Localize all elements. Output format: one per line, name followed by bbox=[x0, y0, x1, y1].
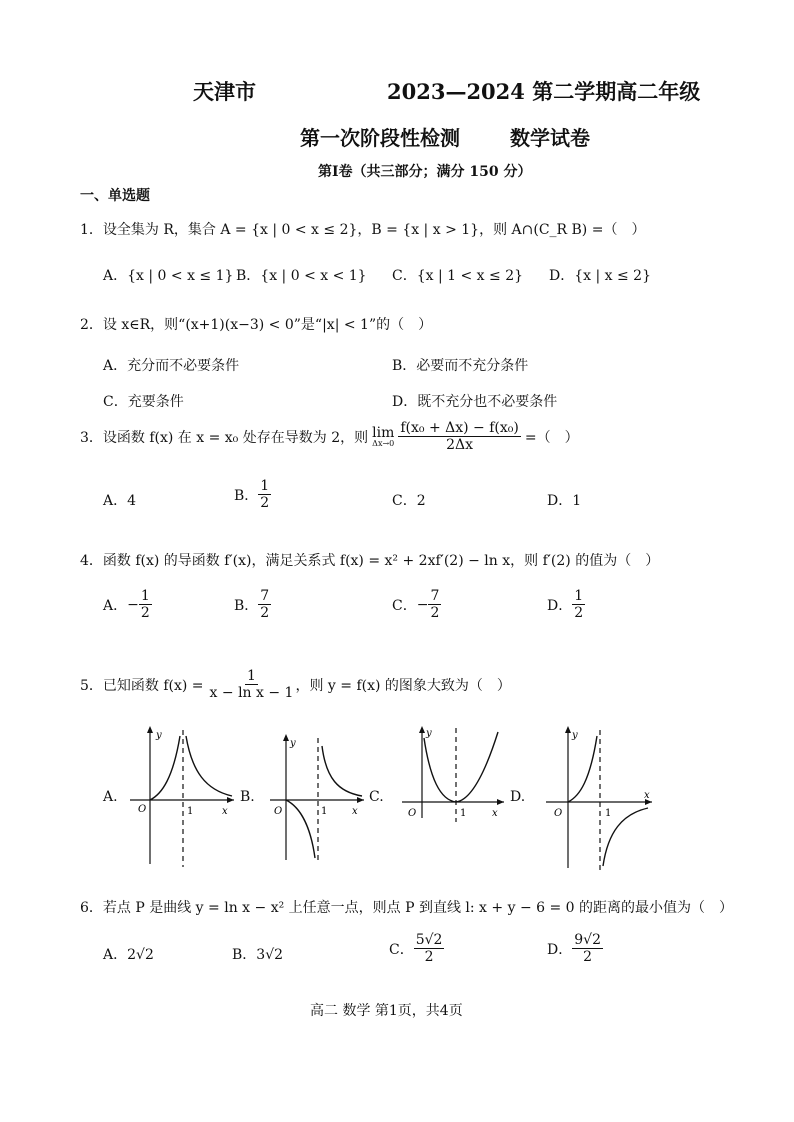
q5-graph-c bbox=[400, 722, 508, 832]
q4-option-c-letter: C． bbox=[392, 597, 417, 614]
q4-option-a-letter: A． bbox=[103, 597, 128, 614]
q4-option-a-den: 2 bbox=[140, 605, 150, 622]
q6-option-d-frac bbox=[572, 932, 603, 965]
q4-option-b-frac bbox=[258, 588, 271, 621]
header-term: 2023—2024 第二学期高二年级 bbox=[387, 79, 701, 104]
q4-option-d-letter: D． bbox=[547, 597, 573, 614]
q4-option-a-frac bbox=[139, 588, 152, 621]
curve-left bbox=[150, 736, 180, 800]
q1-option-a: A．{x | 0 < x ≤ 1} bbox=[103, 268, 234, 284]
q5-graph-b bbox=[268, 730, 368, 865]
q6-option-d bbox=[547, 932, 603, 965]
q1-option-b: B．{x | 0 < x < 1} bbox=[236, 268, 367, 284]
y-axis-arrow bbox=[283, 734, 289, 741]
q4-stem: 4．函数 f(x) 的导函数 f′(x)，满足关系式 f(x) = x² + 2xf′(2) − ln x，则 f′(2) 的值为（ ） bbox=[80, 553, 660, 569]
header-volume: 第Ⅰ卷（共三部分；满分 150 分） bbox=[318, 164, 532, 180]
q2-stem: 2．设 x∈R，则“(x+1)(x−3) < 0”是“|x| < 1”的（ ） bbox=[80, 317, 433, 333]
q6-option-d-den: 2 bbox=[583, 949, 593, 966]
origin-label: O bbox=[554, 808, 563, 819]
q4-option-a bbox=[103, 588, 152, 621]
q4-option-a-sign: − bbox=[127, 596, 139, 613]
q4-option-d-frac bbox=[572, 588, 585, 621]
origin-label: O bbox=[408, 808, 417, 819]
axis-x-label: x bbox=[644, 790, 650, 801]
q6-option-c-frac bbox=[414, 932, 445, 965]
q5-stem bbox=[80, 668, 511, 701]
q6-option-c-letter: C． bbox=[389, 941, 414, 958]
header-exam: 第一次阶段性检测 bbox=[300, 126, 460, 150]
curve-right bbox=[322, 746, 362, 796]
q3-limit-sub: Δx→0 bbox=[372, 438, 395, 448]
q4-option-d bbox=[547, 588, 585, 621]
q2-option-b: B．必要而不充分条件 bbox=[392, 358, 529, 374]
q3-limit bbox=[372, 426, 394, 448]
tick-one: 1 bbox=[187, 806, 194, 817]
q3-fraction-den: 2Δx bbox=[446, 437, 474, 454]
q3-option-d: D．1 bbox=[547, 493, 582, 509]
q6-option-a: A．2√2 bbox=[103, 947, 154, 963]
q3-option-b-frac bbox=[258, 478, 271, 511]
q3-option-b bbox=[234, 478, 271, 511]
curve-right bbox=[186, 736, 232, 796]
q6-option-d-letter: D． bbox=[547, 941, 573, 958]
x-axis-arrow bbox=[357, 797, 364, 803]
tick-one: 1 bbox=[605, 808, 612, 819]
curve-left bbox=[286, 800, 315, 858]
q3-option-b-den: 2 bbox=[260, 495, 270, 512]
q3-option-a: A．4 bbox=[103, 493, 137, 509]
q6-stem: 6．若点 P 是曲线 y = ln x − x² 上任意一点，则点 P 到直线 l: x + y − 6 = 0 的距离的最小值为（ ） bbox=[80, 900, 734, 916]
q3-option-b-letter: B． bbox=[234, 487, 259, 504]
q3-fraction-num: f(x₀ + Δx) − f(x₀) bbox=[400, 420, 519, 436]
axis-y-label: y bbox=[426, 728, 432, 739]
q5-stem-start: 5．已知函数 f(x) = bbox=[80, 677, 204, 694]
tick-one: 1 bbox=[321, 806, 328, 817]
q6-option-b: B．3√2 bbox=[232, 947, 284, 963]
q4-option-b-den: 2 bbox=[260, 605, 270, 622]
axis-x-label: x bbox=[222, 806, 228, 817]
q5-stem-end: ，则 y = f(x) 的图象大致为（ ） bbox=[295, 677, 511, 694]
y-axis-arrow bbox=[147, 726, 153, 733]
q4-option-c bbox=[392, 588, 441, 621]
origin-label: O bbox=[138, 804, 147, 815]
q5-fraction-den: x − ln x − 1 bbox=[209, 685, 294, 702]
x-axis-arrow bbox=[497, 799, 504, 805]
q3-option-c: C．2 bbox=[392, 493, 426, 509]
q5-label-c: C. bbox=[369, 789, 384, 805]
q4-option-c-den: 2 bbox=[430, 605, 440, 622]
q1-option-c: C．{x | 1 < x ≤ 2} bbox=[392, 268, 524, 284]
y-axis-arrow bbox=[419, 726, 425, 733]
q5-label-d: D. bbox=[510, 789, 526, 805]
header-city: 天津市 bbox=[193, 79, 256, 104]
q1-stem: 1．设全集为 R，集合 A = {x | 0 < x ≤ 2}，B = {x | x > 1}，则 A∩(C_R B) =（ ） bbox=[80, 222, 646, 238]
q2-option-a: A．充分而不必要条件 bbox=[103, 358, 240, 374]
q4-option-c-num: 7 bbox=[430, 588, 440, 604]
q3-stem-start: 3．设函数 f(x) 在 x = x₀ 处存在导数为 2，则 bbox=[80, 429, 369, 446]
page-footer: 高二 数学 第1页，共4页 bbox=[310, 1003, 463, 1019]
q6-option-c-num: 5√2 bbox=[415, 932, 443, 948]
q5-fraction-num: 1 bbox=[247, 668, 256, 684]
q5-graph-a bbox=[126, 722, 238, 870]
q1-option-d: D．{x | x ≤ 2} bbox=[549, 268, 651, 284]
axis-x-label: x bbox=[352, 806, 358, 817]
q4-option-b-letter: B． bbox=[234, 597, 259, 614]
q6-option-c-den: 2 bbox=[424, 949, 434, 966]
y-axis-arrow bbox=[565, 726, 571, 733]
q5-fraction bbox=[208, 668, 296, 701]
q3-option-b-num: 1 bbox=[260, 478, 270, 494]
axis-y-label: y bbox=[572, 730, 578, 741]
q2-option-d: D．既不充分也不必要条件 bbox=[392, 394, 558, 410]
q3-limit-word: lim bbox=[372, 424, 395, 441]
section-title: 一、单选题 bbox=[80, 188, 150, 204]
curve bbox=[424, 732, 498, 802]
x-axis-arrow bbox=[227, 797, 234, 803]
q4-option-c-sign: − bbox=[416, 596, 429, 613]
q4-option-d-den: 2 bbox=[574, 605, 584, 622]
q6-option-c bbox=[389, 932, 444, 965]
q5-label-b: B. bbox=[240, 789, 255, 805]
q4-option-c-frac bbox=[428, 588, 441, 621]
q3-stem-end: =（ ） bbox=[524, 429, 579, 446]
q4-option-b-num: 7 bbox=[260, 588, 270, 604]
curve-left bbox=[568, 736, 597, 802]
q3-stem bbox=[80, 420, 579, 453]
axis-y-label: y bbox=[290, 738, 296, 749]
q6-option-d-num: 9√2 bbox=[574, 932, 601, 948]
q4-option-a-num: 1 bbox=[140, 588, 150, 604]
header-subject: 数学试卷 bbox=[510, 126, 590, 150]
q3-fraction bbox=[398, 420, 521, 453]
q4-option-b bbox=[234, 588, 271, 621]
q2-option-c: C．充要条件 bbox=[103, 394, 184, 410]
origin-label: O bbox=[274, 806, 283, 817]
q5-label-a: A. bbox=[103, 789, 118, 805]
q5-graph-d bbox=[544, 722, 656, 872]
q4-option-d-num: 1 bbox=[574, 588, 584, 604]
axis-x-label: x bbox=[492, 808, 498, 819]
tick-one: 1 bbox=[460, 808, 467, 819]
axis-y-label: y bbox=[156, 730, 162, 741]
